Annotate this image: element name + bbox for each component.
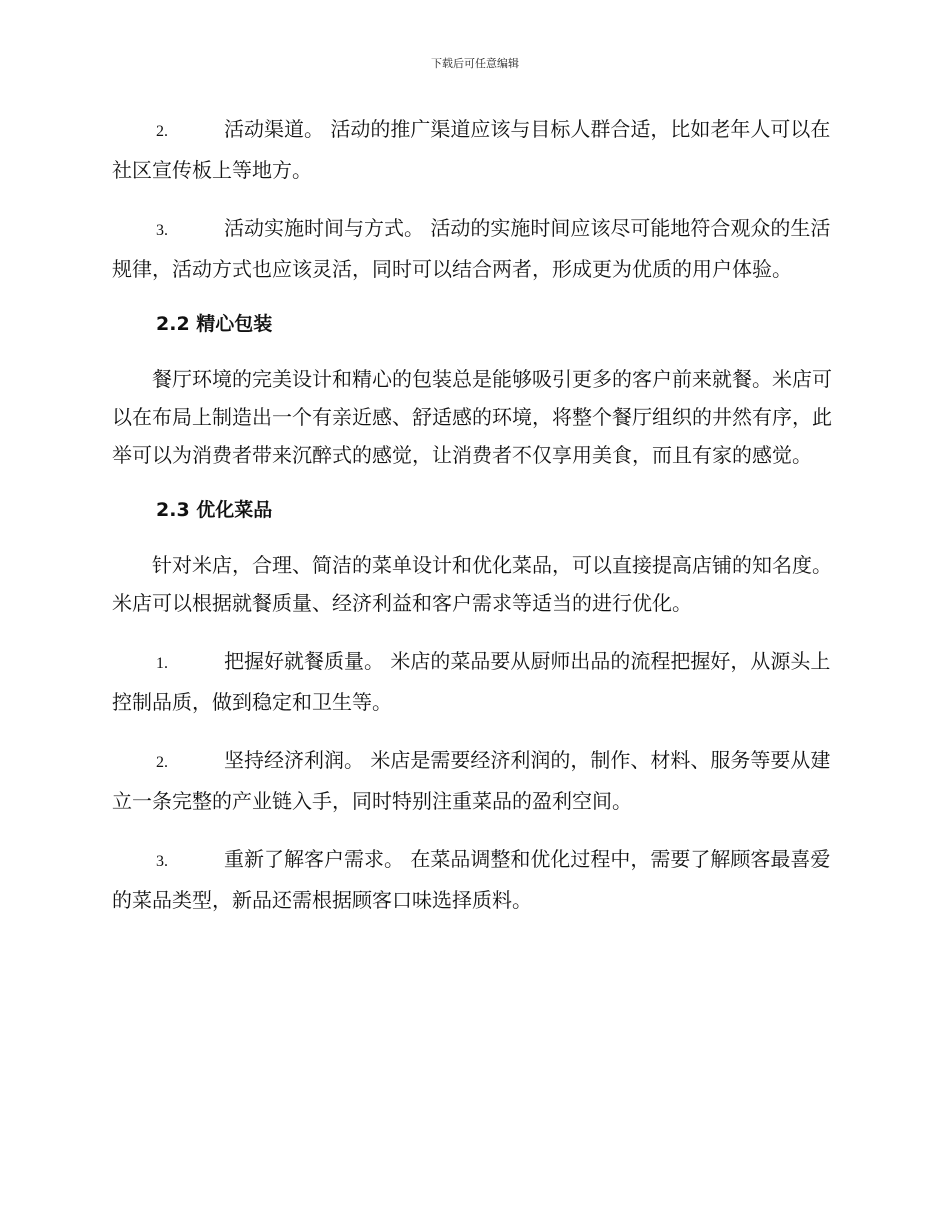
body-paragraph: 餐厅环境的完美设计和精心的包装总是能够吸引更多的客户前来就餐。米店可以在布局上制造出一个有亲近感、舒适感的环境，将整个餐厅组织的井然有序，此举可以为消费者带来沉醉式的感觉，让消费者不仅享用美食，而且有家的感觉。 [112, 367, 832, 467]
list-item [112, 642, 840, 721]
list-item-text: 活动渠道。 活动的推广渠道应该与目标人群合适，比如老年人可以在社区宣传板上等地方。 [112, 117, 831, 182]
list-item-number: 2. [156, 754, 168, 771]
page-header: 下载后可任意编辑 [431, 57, 519, 70]
list-item-number: 3. [156, 853, 168, 870]
list-item-text: 坚持经济利润。 米店是需要经济利润的，制作、材料、服务等要从建立一条完整的产业链入手，同时特别注重菜品的盈利空间。 [112, 748, 831, 813]
list-item [112, 209, 840, 288]
list-item [112, 741, 840, 820]
document-body [112, 110, 840, 919]
list-item-text: 重新了解客户需求。 在菜品调整和优化过程中，需要了解顾客最喜爱的菜品类型，新品还需根据顾客口味选择质料。 [112, 847, 831, 912]
list-item [112, 110, 840, 189]
body-paragraph: 针对米店，合理、简洁的菜单设计和优化菜品，可以直接提高店铺的知名度。米店可以根据就餐质量、经济利益和客户需求等适当的进行优化。 [112, 553, 832, 615]
list-item-text: 把握好就餐质量。 米店的菜品要从厨师出品的流程把握好，从源头上控制品质，做到稳定和卫生等。 [112, 649, 831, 714]
list-item-text: 活动实施时间与方式。 活动的实施时间应该尽可能地符合观众的生活规律，活动方式也应该灵活，同时可以结合两者，形成更为优质的用户体验。 [112, 216, 831, 281]
section-heading-2-2: 2.2 精心包装 [156, 313, 273, 335]
list-item [112, 840, 840, 919]
list-item-number: 3. [156, 222, 168, 239]
section-heading-2-3: 2.3 优化菜品 [156, 499, 273, 521]
list-item-number: 2. [156, 123, 168, 140]
list-item-number: 1. [156, 655, 168, 672]
